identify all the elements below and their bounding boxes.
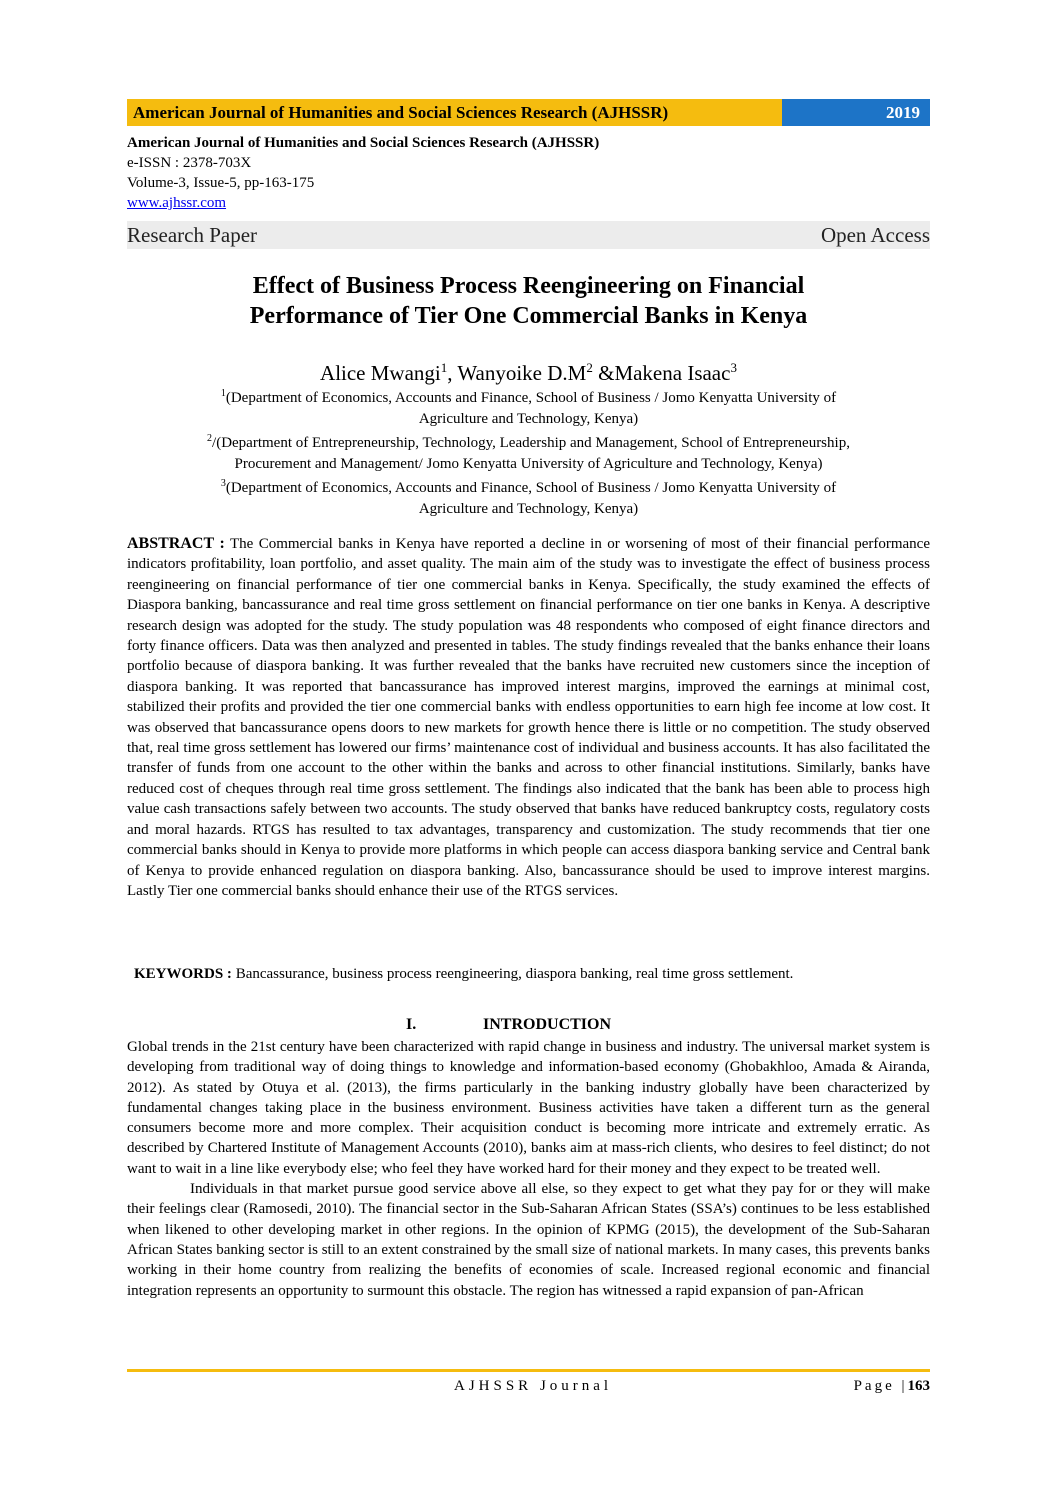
affiliation-line: Agriculture and Technology, Kenya) — [418, 500, 639, 517]
author-affil-marker: 1 — [440, 360, 448, 375]
paper-type-label: Research Paper — [127, 223, 258, 247]
footer-journal: AJHSSR Journal — [454, 1378, 613, 1394]
author-name: Makena Isaac — [614, 361, 731, 385]
journal-name: American Journal of Humanities and Social Sciences Research (AJHSSR) — [127, 135, 600, 151]
page-footer — [127, 1375, 930, 1397]
access-type-label: Open Access — [820, 223, 930, 247]
author-affil-marker: 2 — [586, 360, 593, 375]
banner-year: 2019 — [782, 99, 930, 126]
author-name: Wanyoike D.M — [457, 361, 587, 385]
author-list — [127, 355, 930, 386]
paragraph: Individuals in that market pursue good service above all else, so they expect to get what they pay for or they will make their feelings clear (Ramosedi, 2010). The financial sector in the Sub-Saharan African States (SSA’s) continues to be less established when likened to other developing market in other regions. In the opinion of KPMG (2015), the development of the Sub-Saharan African States banking sector is still to an extent constrained by the small size of national markets. In many cases, this prevents banks working in their home country from realizing the benefits of economies of scale. Increased regional economic and financial integration represents an opportunity to surmount this obstacle. The region has witnessed a rapid expansion of pan-African — [127, 1181, 930, 1299]
banner-journal-name: American Journal of Humanities and Social Sciences Research (AJHSSR) — [127, 99, 782, 126]
keywords-label: KEYWORDS : — [134, 966, 232, 982]
abstract-label: ABSTRACT : — [127, 535, 225, 552]
page-label: Page | — [853, 1378, 908, 1394]
affiliation-item — [127, 384, 930, 429]
footer-divider — [127, 1369, 930, 1372]
keywords-text: Bancassurance, business process reengineering, diaspora banking, real time gross settlement. — [231, 966, 794, 982]
affiliation-line: Procurement and Management/ Jomo Kenyatta University of Agriculture and Technology, Kenya) — [234, 455, 823, 472]
affiliation-item — [127, 429, 930, 474]
journal-issn: e-ISSN : 2378-703X — [127, 155, 252, 171]
section-number: I. — [406, 1016, 417, 1033]
paper-title-line-1: Effect of Business Process Reengineering on Financial — [252, 273, 805, 299]
affiliation-line: Agriculture and Technology, Kenya) — [418, 410, 639, 427]
body-text — [127, 1037, 930, 1301]
keywords — [134, 964, 930, 984]
author-name: Alice Mwangi — [320, 361, 441, 385]
section-title: INTRODUCTION — [483, 1016, 612, 1033]
author-separator: & — [592, 361, 615, 385]
paragraph: Global trends in the 21st century have been characterized with rapid change in business and industry. The universal market system is developing from traditional way of doing things to knowledge and information-based economy (Ghobakhloo, Amada & Airanda, 2012). As stated by Otuya et al. (2013), the firms particularly in the banking industry globally have been characterized by fundamental changes taking place in the business environment. Business activities have taken a different turn as the general consumers become more and more complex. Their acquisition conduct is becoming more intricate and extremely erratic. As described by Chartered Institute of Management Accounts (2010), banks aim at mass-rich clients, who desires to feel distinct; do not want to wait in a line like everybody else; who feel they have worked hard for their money and they expect to be treated well. — [127, 1039, 930, 1177]
abstract — [127, 534, 930, 901]
paper-title — [127, 271, 930, 331]
affiliation-marker: 2 — [207, 433, 213, 444]
author-affil-marker: 3 — [730, 360, 737, 375]
affiliation-line: /(Department of Entrepreneurship, Technology, Leadership and Management, School of Entrepreneurship, — [212, 435, 850, 451]
affiliation-line: (Department of Economics, Accounts and Finance, School of Business / Jomo Kenyatta University of — [225, 390, 837, 406]
journal-volume: Volume-3, Issue-5, pp-163-175 — [127, 175, 315, 191]
journal-meta — [127, 133, 930, 213]
paper-type-bar — [127, 221, 930, 249]
footer-page — [854, 1375, 930, 1397]
affiliation-line: (Department of Economics, Accounts and Finance, School of Business / Jomo Kenyatta University of — [225, 480, 837, 496]
affiliation-item — [127, 474, 930, 519]
journal-url-link[interactable]: www.ajhssr.com — [127, 195, 227, 211]
author-separator: , — [447, 361, 458, 385]
affiliation-marker: 3 — [220, 478, 226, 489]
affiliation-list — [127, 384, 930, 519]
paper-title-line-2: Performance of Tier One Commercial Banks in Kenya — [249, 303, 808, 329]
abstract-text: The Commercial banks in Kenya have reported a decline in or worsening of most of their financial performance indicators profitability, loan portfolio, and asset quality. The main aim of the study was to investigate the effect of business process reengineering on financial performance of tier one commercial banks in Kenya. Specifically, the study examined the effects of Diaspora banking, bancassurance and real time gross settlement on financial performance on tier one banks in Kenya. A descriptive research design was adopted for the study. The study population was 48 respondents who composed of eight finance directors and forty finance officers. Data was then analyzed and presented in tables. The study findings revealed that the banks enhance their loans portfolio because of diaspora banking. It was further revealed that the banks have recruited new customers since the inception of diaspora banking. It was reported that bancassurance has improved interest margins, improved the earnings at minimal cost, stabilized their profits and provided the tier one commercial banks with endless opportunities to earn high fee income at low cost. It was observed that bancassurance opens doors to new markets for growth hence there is little or no competition. The study observed that, real time gross settlement has lowered our firms’ maintenance cost of individual and business accounts. It has also facilitated the transfer of funds from one account to the other within the banks and across to other financial institutions. Similarly, banks have reduced cost of cheques through real time gross settlement. The findings also indicated that the bank has been able to process high value cash transactions safely between two accounts. The study observed that banks have reduced bankruptcy costs, regulatory costs and moral hazards. RTGS has resulted to tax advantages, transparency and customization. The study recommends that tier one commercial banks should in Kenya to provide more platforms in which people can access diaspora banking service and Central bank of Kenya to provide enhanced regulation on diaspora banking. Also, bancassurance should be used to improve interest margins. Lastly Tier one commercial banks should enhance their use of the RTGS services. — [127, 536, 931, 899]
journal-banner — [127, 99, 930, 126]
affiliation-marker: 1 — [220, 388, 226, 399]
page-number: 163 — [907, 1378, 930, 1394]
